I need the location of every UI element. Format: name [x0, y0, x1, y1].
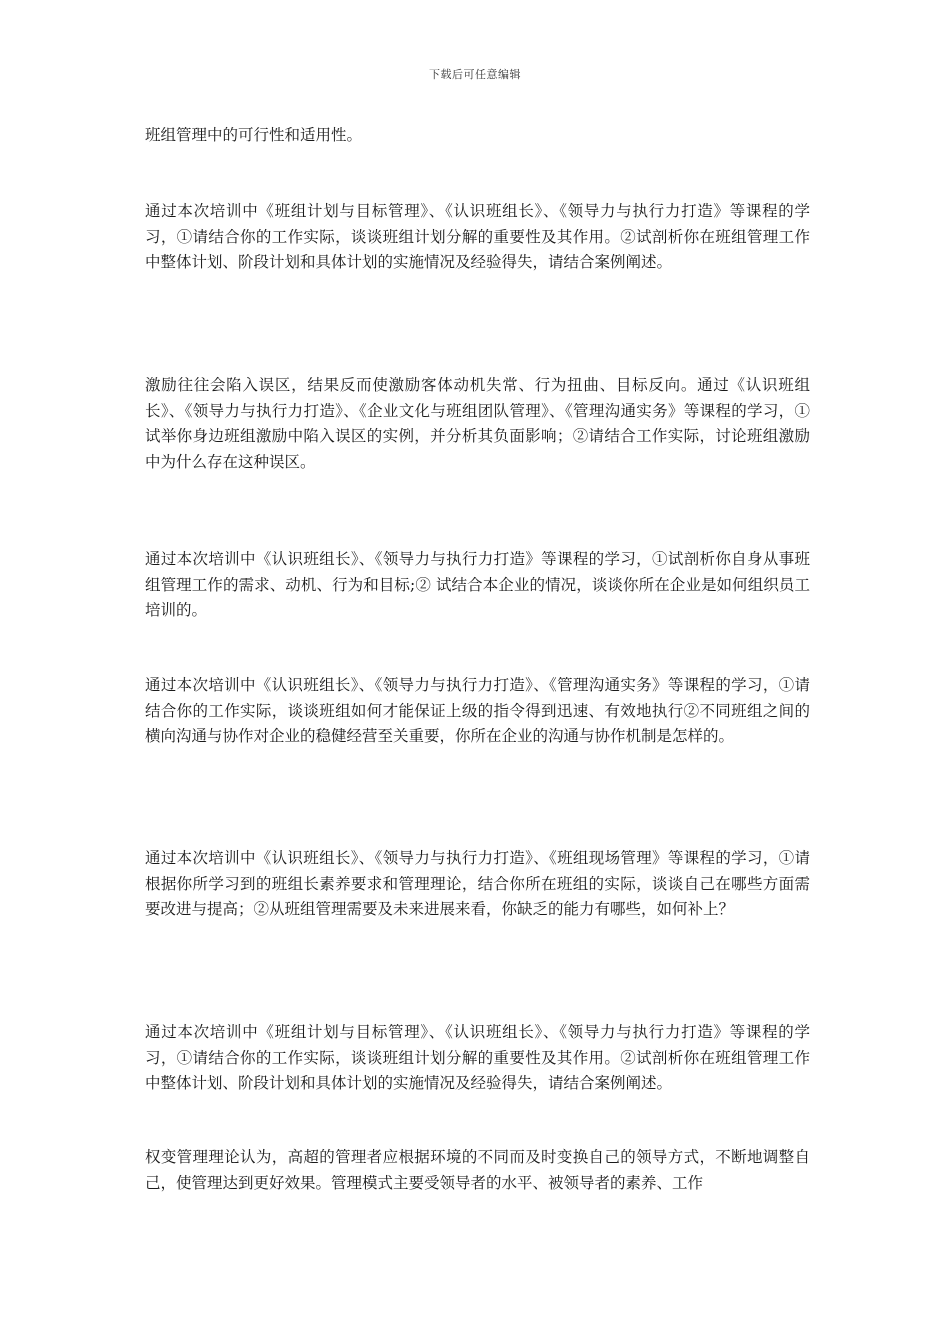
paragraph-question-self-improvement: 通过本次培训中《认识班组长》、《领导力与执行力打造》、《班组现场管理》等课程的学习，①请根据你所学习到的班组长素养要求和管理理论，结合你所在班组的实际，谈谈自己在哪些方面需要改进与提高；②从班组管理需要及未来进展来看，你缺乏的能力有哪些，如何补上？: [145, 849, 810, 918]
paragraph-contingency-theory: 权变管理理论认为，高超的管理者应根据环境的不同而及时变换自己的领导方式，不断地调整自己，使管理达到更好效果。管理模式主要受领导者的水平、被领导者的素养、工作: [145, 1148, 810, 1192]
page-header: 下载后可任意编辑: [429, 68, 521, 81]
paragraph-question-plan-management-repeat: 通过本次培训中《班组计划与目标管理》、《认识班组长》、《领导力与执行力打造》等课程的学习，①请结合你的工作实际，谈谈班组计划分解的重要性及其作用。②试剖析你在班组管理工作中整体计划、阶段计划和具体计划的实施情况及经验得失，请结合案例阐述。: [145, 1023, 810, 1092]
paragraph-question-self-analysis: 通过本次培训中《认识班组长》、《领导力与执行力打造》等课程的学习，①试剖析你自身从事班组管理工作的需求、动机、行为和目标;② 试结合本企业的情况，谈谈你所在企业是如何组织员工培训的。: [145, 550, 810, 619]
paragraph-question-communication: 通过本次培训中《认识班组长》、《领导力与执行力打造》、《管理沟通实务》等课程的学习，①请结合你的工作实际，谈谈班组如何才能保证上级的指令得到迅速、有效地执行②不同班组之间的横向沟通与协作对企业的稳健经营至关重要，你所在企业的沟通与协作机制是怎样的。: [145, 676, 810, 745]
paragraph-question-plan-management: 通过本次培训中《班组计划与目标管理》、《认识班组长》、《领导力与执行力打造》等课程的学习，①请结合你的工作实际，谈谈班组计划分解的重要性及其作用。②试剖析你在班组管理工作中整体计划、阶段计划和具体计划的实施情况及经验得失，请结合案例阐述。: [145, 202, 810, 271]
paragraph-question-incentive-pitfalls: 激励往往会陷入误区，结果反而使激励客体动机失常、行为扭曲、目标反向。通过《认识班组长》、《领导力与执行力打造》、《企业文化与班组团队管理》、《管理沟通实务》等课程的学习，①试举你身边班组激励中陷入误区的实例，并分析其负面影响；②请结合工作实际，讨论班组激励中为什么存在这种误区。: [145, 376, 810, 471]
paragraph-intro-fragment: 班组管理中的可行性和适用性。: [145, 126, 363, 144]
